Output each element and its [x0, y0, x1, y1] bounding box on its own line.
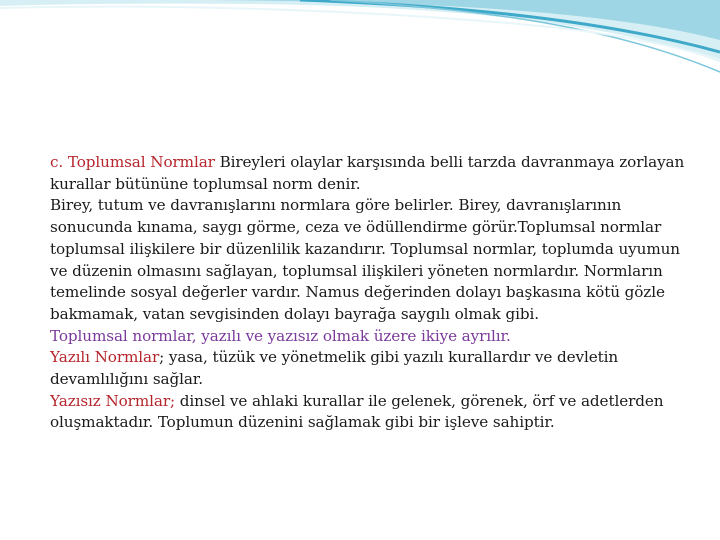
unwritten-norms-text: dinsel ve ahlaki kurallar ile gelenek, görenek, örf ve adetlerden oluşmaktadır. Toplumun düzenini sağlamak gibi bir işleve sahiptir.	[50, 391, 664, 432]
unwritten-norms-label: Yazısız Normlar;	[50, 391, 176, 410]
written-norms-label: Yazılı Normlar	[50, 348, 160, 367]
main-paragraph: Birey, tutum ve davranışlarını normlara göre belirler. Birey, davranışlarının sonucunda kınama, saygı görme, ceza ve ödüllendirme görür.Toplumsal normlar toplumsal ilişkilere bir düzenlilik kazandırır. Toplumsal normlar, toplumda uyumun ve düzenin olmasını sağlayan, toplumsal ilişkileri yöneten normlardır. Normların temelinde sosyal değerler vardır. Namus değerinden dolayı başkasına kötü gözle bakmamak, vatan sevgisinden dolayı bayrağa saygılı olmak gibi.	[50, 196, 680, 323]
written-norms-text: ; yasa, tüzük ve yönetmelik gibi yazılı kurallardır ve devletin devamlılığını sağlar.	[50, 348, 619, 389]
written-norms-paragraph	[50, 347, 690, 390]
intro-text: Bireyleri olaylar karşısında belli tarzda davranmaya zorlayan kurallar bütününe toplumsal norm denir.	[50, 153, 685, 193]
classification-sentence: Toplumsal normlar, yazılı ve yazısız olmak üzere ikiye ayrılır.	[50, 326, 511, 345]
slide-body	[50, 152, 690, 434]
unwritten-norms-paragraph	[50, 391, 690, 434]
definition-paragraph	[50, 152, 690, 195]
decorative-wave-header	[0, 0, 720, 110]
title-label: c. Toplumsal Normlar	[50, 153, 215, 171]
